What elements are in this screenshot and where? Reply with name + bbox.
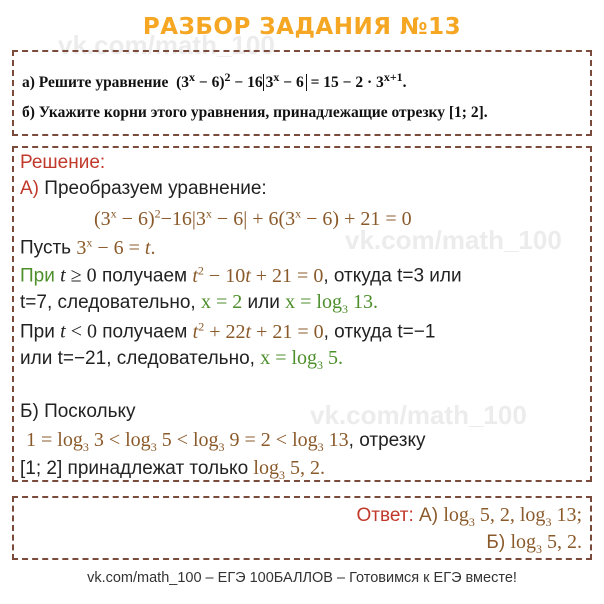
answer-b: Б) $\log_3 5$, 2. (486, 531, 582, 556)
task-b: б) Укажите корни этого уравнения, принадлежащие отрезку [1; 2]. (22, 104, 488, 121)
solution-a-intro: А) Преобразуем уравнение: (20, 178, 267, 199)
answer-box (12, 496, 592, 560)
case-2-result: или t=−21, следовательно, $x = \log_3 5$. (20, 347, 344, 372)
solution-box (12, 146, 592, 482)
solution-b-result: [1; 2] принадлежат только $\log_3 5$, 2. (20, 457, 325, 482)
footer-text: vk.com/math_100 – ЕГЭ 100БАЛЛОВ – Готовимся к ЕГЭ вместе! (87, 570, 517, 586)
substitution: Пусть $3^x - 6 = t$. (20, 235, 156, 259)
inequality-chain: $1 = \log_3 3 < \log_3 5 < \log_3 9 = 2 < \log_3 13$, отрезку (26, 429, 426, 454)
case-1: При t ≥ 0 получаем $t^2 - 10t + 21 = 0$, откуда t=3 или (20, 263, 462, 287)
task-a-equation: $(3^x - 6)^2 - 16$ $3^x - 6 = 15 - 2 \cdot 3^{x+1}$. (172, 70, 407, 92)
task-a-label: а) Решите уравнение (22, 74, 169, 92)
watermark: vk.com/math_100 (345, 225, 562, 255)
answer-a: Ответ: А) $\log_3 5$, 2, $\log_3 13$; (356, 504, 582, 529)
transformed-equation: $(3^x - 6)^2-16|3^x - 6| + 6(3^x - 6) + 21 = 0$ (94, 206, 412, 230)
task-box (12, 50, 592, 136)
solution-b-intro: Б) Поскольку (20, 401, 136, 422)
watermark: vk.com/math_100 (58, 30, 275, 60)
watermark: vk.com/math_100 (310, 400, 527, 430)
task-a (22, 70, 407, 92)
case-1-result: t=7, следовательно, x = 2 или $x = \log_3 13$. (20, 291, 378, 316)
solution-heading: Решение: (20, 152, 106, 173)
case-2: При t < 0 получаем $t^2 + 22t + 21 = 0$, откуда t=−1 (20, 319, 436, 343)
page-title: РАЗБОР ЗАДАНИЯ №13 (142, 14, 462, 40)
